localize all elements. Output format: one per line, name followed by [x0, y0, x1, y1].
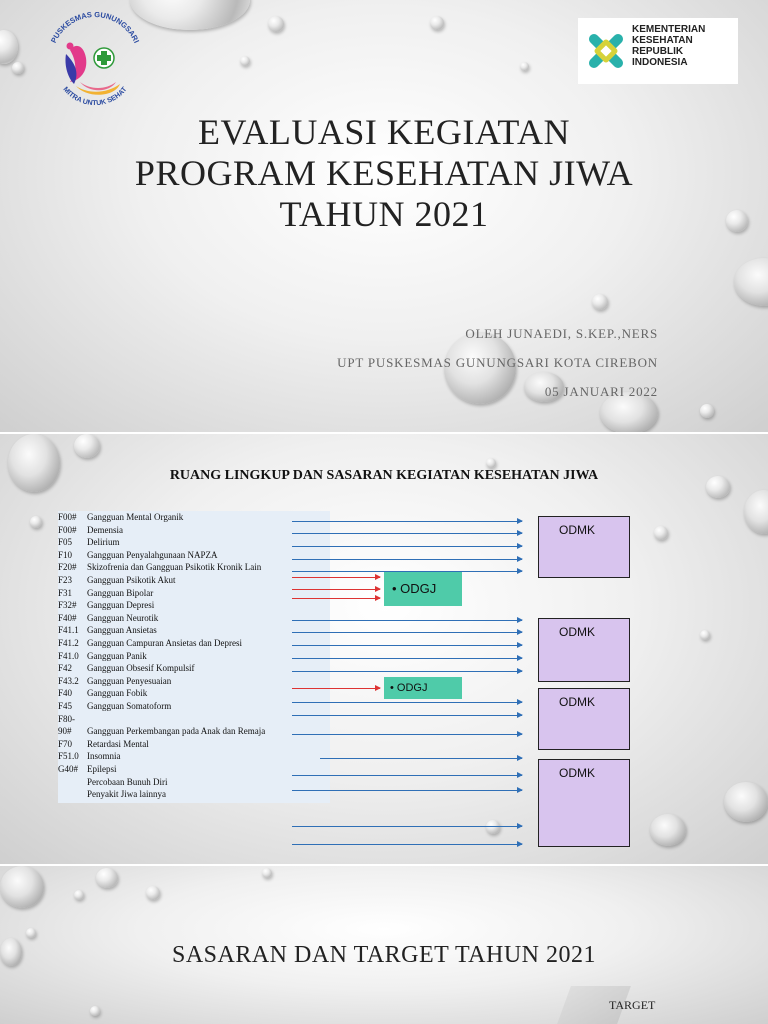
water-drop: [654, 526, 668, 540]
diagnosis-row: [58, 700, 330, 713]
water-drop: [30, 516, 42, 528]
diagnosis-code: F32#: [58, 600, 77, 611]
water-drop: [726, 210, 748, 232]
diagnosis-row: [58, 750, 330, 763]
diagnosis-name: Gangguan Campuran Ansietas dan Depresi: [87, 638, 242, 648]
diagnosis-code: 90#: [58, 726, 72, 737]
arrow-right-icon: [292, 790, 522, 791]
arrow-right-icon: [292, 559, 522, 560]
diagnosis-table: [58, 511, 330, 803]
arrow-right-icon: [292, 645, 522, 646]
diagnosis-code: F43.2: [58, 675, 79, 686]
odmk-box: [538, 516, 630, 578]
water-drop: [74, 434, 100, 458]
date-text: 05 JANUARI 2022: [544, 384, 658, 399]
diagnosis-row: [58, 561, 330, 574]
water-drop: [0, 30, 18, 64]
diagnosis-row: [58, 612, 330, 625]
water-drop: [486, 458, 496, 468]
institution-text: UPT PUSKESMAS GUNUNGSARI KOTA CIREBON: [337, 355, 658, 370]
title-line: PROGRAM KESEHATAN JIWA: [134, 153, 634, 193]
diagnosis-name: Delirium: [87, 537, 120, 548]
diagnosis-row: [58, 587, 330, 600]
water-drop: [240, 56, 250, 66]
kemenkes-line: KESEHATAN: [632, 35, 693, 46]
diagnosis-row: [58, 788, 330, 801]
water-drop: [744, 490, 768, 534]
diagnosis-row: [58, 687, 330, 700]
diagnosis-code: F00#: [58, 524, 77, 535]
diagnosis-code: F00#: [58, 512, 77, 522]
arrow-right-icon: [292, 775, 522, 776]
diagnosis-row: [58, 650, 330, 663]
diagnosis-name: Epilepsi: [87, 764, 117, 774]
water-drop: [146, 886, 160, 900]
title-line: EVALUASI KEGIATAN: [198, 112, 570, 152]
arrow-right-icon: [292, 620, 522, 621]
diagnosis-code: F42: [58, 663, 73, 674]
diagnosis-row: [58, 776, 330, 789]
diagnosis-name: Gangguan Panik: [87, 650, 147, 661]
arrow-right-icon: [292, 702, 522, 703]
diagnosis-row: [58, 662, 330, 675]
diagnosis-code: F23: [58, 575, 73, 585]
diagnosis-row: [58, 599, 330, 612]
diagnosis-row: [58, 763, 330, 776]
diagnosis-name: Gangguan Mental Organik: [87, 512, 184, 522]
diagnosis-code: F41.2: [58, 638, 79, 648]
diagnosis-row: [58, 574, 330, 587]
arrow-right-icon: [292, 589, 380, 590]
water-drop: [430, 16, 444, 30]
water-drop: [0, 866, 44, 908]
arrow-right-icon: [292, 671, 522, 672]
diagnosis-row: [58, 637, 330, 650]
arrow-right-icon: [292, 577, 380, 578]
arrow-right-icon: [292, 844, 522, 845]
water-drop: [520, 62, 529, 71]
kemenkes-line: INDONESIA: [632, 57, 688, 68]
diagnosis-code: F10: [58, 549, 73, 560]
water-drop: [724, 782, 768, 822]
diagnosis-code: G40#: [58, 764, 78, 774]
diagnosis-name: Insomnia: [87, 751, 121, 762]
odmk-label: ODMK: [559, 695, 595, 709]
water-drop: [268, 16, 284, 32]
odgj-box: • ODGJ: [384, 677, 462, 699]
diagnosis-row: [58, 524, 330, 537]
water-drop: [26, 928, 36, 938]
diagnosis-name: Skizofrenia dan Gangguan Psikotik Kronik Lain: [87, 562, 262, 573]
title-line: TAHUN 2021: [279, 194, 489, 234]
logo-hand-icon: [80, 82, 116, 90]
svg-text:PUSKESMAS GUNUNGSARI: [49, 12, 141, 44]
arrow-right-icon: [292, 688, 380, 689]
diagnosis-row: [58, 624, 330, 637]
scope-heading: RUANG LINGKUP DAN SASARAN KEGIATAN KESEHATAN JIWA: [169, 468, 599, 483]
arrow-right-icon: [320, 758, 522, 759]
arrow-right-icon: [292, 546, 522, 547]
kemenkes-line: KEMENTERIAN: [632, 24, 706, 35]
diagnosis-name: Retardasi Mental: [87, 738, 149, 749]
diagnosis-code: F41.0: [58, 650, 79, 661]
water-drop: [262, 868, 272, 878]
diagnosis-row: [58, 725, 330, 738]
water-drop: [90, 1006, 100, 1016]
diagnosis-row: [58, 549, 330, 562]
arrow-right-icon: [292, 632, 522, 633]
diagnosis-code: F31: [58, 587, 73, 598]
diagnosis-name: Gangguan Somatoform: [87, 701, 172, 711]
diagnosis-code: F51.0: [58, 751, 79, 762]
diagnosis-row: [58, 713, 330, 726]
diagnosis-name: Gangguan Fobik: [87, 688, 148, 699]
diagnosis-row: [58, 738, 330, 751]
odmk-label: ODMK: [559, 766, 595, 780]
diagnosis-name: Gangguan Neurotik: [87, 612, 159, 623]
diagnosis-name: Gangguan Obsesif Kompulsif: [87, 663, 195, 674]
target-label: TARGET: [609, 998, 656, 1012]
diagnosis-name: Gangguan Bipolar: [87, 587, 154, 598]
diagnosis-code: F05: [58, 537, 73, 548]
diagnosis-name: Demensia: [87, 524, 123, 535]
odmk-box: [538, 759, 630, 847]
diagnosis-name: Gangguan Depresi: [87, 600, 155, 611]
arrow-right-icon: [292, 658, 522, 659]
logo-ring-bottom-text: MITRA UNTUK SEHAT: [61, 86, 129, 108]
diagnosis-name: Gangguan Penyesuaian: [87, 675, 172, 686]
puskesmas-logo: [40, 12, 150, 112]
diagnosis-code: F41.1: [58, 625, 79, 636]
diagnosis-name: Gangguan Perkembangan pada Anak dan Remaja: [87, 726, 266, 737]
water-drop: [734, 258, 768, 306]
diagnosis-row: [58, 675, 330, 688]
water-drop: [592, 294, 608, 310]
odmk-label: ODMK: [559, 625, 595, 639]
kemenkes-wordmark: [632, 24, 736, 68]
diagnosis-name: Gangguan Psikotik Akut: [87, 575, 176, 585]
diagnosis-row: [58, 536, 330, 549]
water-drop: [700, 630, 710, 640]
diagnosis-code: F70: [58, 738, 73, 749]
kemenkes-line: REPUBLIK: [632, 46, 684, 57]
diagnosis-code: F40#: [58, 612, 77, 623]
odmk-label: ODMK: [559, 523, 595, 537]
arrow-right-icon: [292, 533, 522, 534]
diagnosis-name: Penyakit Jiwa lainnya: [87, 789, 166, 800]
target-slide: [0, 866, 768, 1024]
water-drop: [650, 814, 686, 846]
diagnosis-row: [58, 511, 330, 524]
title-slide: [0, 0, 768, 432]
scope-slide: [0, 434, 768, 864]
kemenkes-logo: [578, 18, 738, 84]
diagnosis-name: Gangguan Ansietas: [87, 625, 157, 636]
arrow-right-icon: [292, 598, 380, 599]
water-drop: [74, 890, 84, 900]
diagnosis-name: Percobaan Bunuh Diri: [87, 776, 168, 787]
odmk-box: [538, 618, 630, 682]
diagnosis-name: Gangguan Penyalahgunaan NAPZA: [87, 549, 218, 560]
water-drop: [12, 62, 24, 74]
diagnosis-code: F40: [58, 688, 73, 699]
water-drop: [96, 868, 118, 888]
arrow-right-icon: [292, 734, 522, 735]
arrow-right-icon: [292, 715, 522, 716]
author-text: OLEH JUNAEDI, S.KEP.,NERS: [465, 326, 658, 341]
water-drop: [700, 404, 714, 418]
odgj-box: • ODGJ: [384, 572, 462, 606]
kemenkes-emblem-icon: [578, 18, 634, 84]
diagnosis-code: F45: [58, 701, 73, 711]
diagnosis-code: F20#: [58, 562, 77, 573]
arrow-right-icon: [292, 826, 522, 827]
slide-title: [84, 112, 684, 235]
water-drop: [486, 820, 500, 834]
slide-title: SASARAN DAN TARGET TAHUN 2021: [171, 942, 597, 968]
diagnosis-code: F80-: [58, 713, 76, 724]
odmk-box: [538, 688, 630, 750]
logo-ring-top-text: PUSKESMAS GUNUNGSARI: [48, 12, 142, 45]
arrow-right-icon: [292, 521, 522, 522]
